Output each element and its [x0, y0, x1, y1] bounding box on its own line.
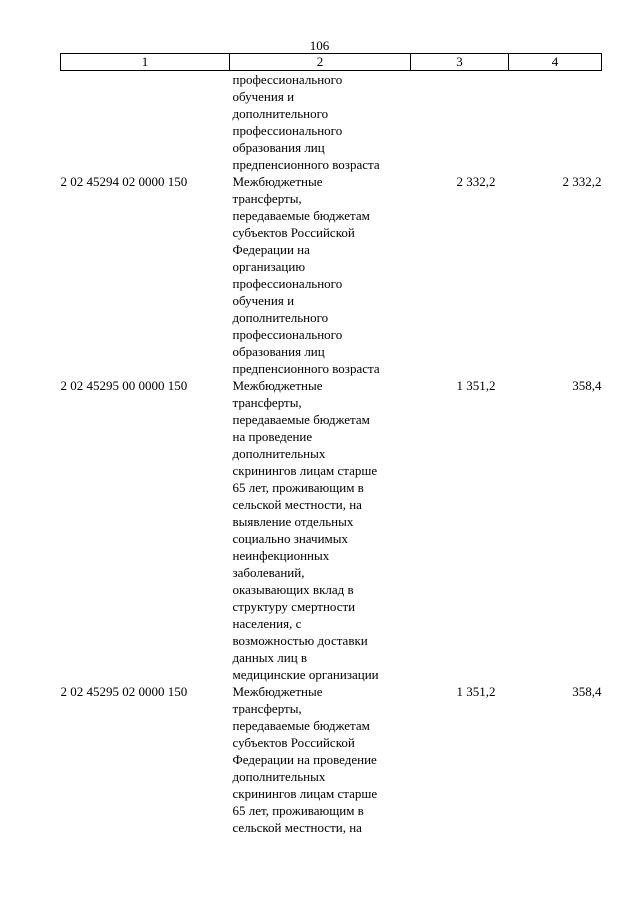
table-row: [61, 683, 602, 836]
description-line: Федерации на проведение: [232, 752, 377, 767]
table-row: [61, 377, 602, 683]
budget-table: [60, 53, 602, 836]
description-cell: [230, 377, 411, 683]
description-line: трансферты,: [232, 395, 302, 410]
description-line: передаваемые бюджетам: [232, 412, 370, 427]
description-line: медицинские организации: [232, 667, 379, 682]
description-cell: [230, 71, 411, 174]
code-cell: 2 02 45294 02 0000 150: [60, 174, 188, 189]
description-line: данных лиц в: [232, 650, 308, 665]
description-line: образования лиц: [232, 140, 325, 155]
description-line: выявление отдельных: [232, 514, 354, 529]
page-number: 106: [309, 38, 330, 53]
description-line: субъектов Российской: [232, 225, 355, 240]
description-line: образования лиц: [232, 344, 325, 359]
description-line: передаваемые бюджетам: [232, 208, 370, 223]
description-line: скринингов лицам старше: [232, 463, 378, 478]
description-line: трансферты,: [232, 191, 302, 206]
col4-cell: 358,4: [572, 684, 602, 699]
description-line: неинфекционных: [232, 548, 330, 563]
header-col-1: 1: [61, 54, 230, 71]
table-row: [61, 173, 602, 377]
description-cell: [230, 683, 411, 836]
description-line: трансферты,: [232, 701, 302, 716]
description-line: заболеваний,: [232, 565, 305, 580]
col3-cell: [411, 71, 509, 174]
description-line: профессионального: [232, 327, 343, 342]
description-line: сельской местности, на: [232, 820, 362, 835]
header-col-3: 3: [411, 54, 509, 71]
description-line: дополнительного: [232, 106, 329, 121]
col3-cell: 2 332,2: [456, 174, 496, 189]
col3-cell: 1 351,2: [456, 378, 496, 393]
description-line: обучения и: [232, 293, 295, 308]
description-line: предпенсионного возраста: [232, 157, 380, 172]
col4-cell: 2 332,2: [562, 174, 602, 189]
description-line: дополнительных: [232, 769, 326, 784]
col4-cell: 358,4: [572, 378, 602, 393]
description-line: возможностью доставки: [232, 633, 368, 648]
description-line: оказывающих вклад в: [232, 582, 354, 597]
description-line: скринингов лицам старше: [232, 786, 378, 801]
description-line: Федерации на: [232, 242, 310, 257]
description-line: субъектов Российской: [232, 735, 355, 750]
description-line: профессионального: [232, 72, 343, 87]
description-line: 65 лет, проживающим в: [232, 480, 364, 495]
description-line: Межбюджетные: [232, 378, 323, 393]
col4-cell: [509, 71, 602, 174]
description-line: Межбюджетные: [232, 174, 323, 189]
description-line: социально значимых: [232, 531, 348, 546]
header-row: [61, 54, 602, 71]
description-line: передаваемые бюджетам: [232, 718, 370, 733]
description-line: обучения и: [232, 89, 295, 104]
code-cell: [61, 71, 230, 174]
description-line: населения, с: [232, 616, 302, 631]
header-col-4: 4: [509, 54, 602, 71]
description-line: дополнительных: [232, 446, 326, 461]
description-line: на проведение: [232, 429, 313, 444]
header-col-2: 2: [230, 54, 411, 71]
description-line: организацию: [232, 259, 306, 274]
code-cell: 2 02 45295 00 0000 150: [60, 378, 188, 393]
description-line: профессионального: [232, 276, 343, 291]
code-cell: 2 02 45295 02 0000 150: [60, 684, 188, 699]
budget-table-container: [60, 53, 601, 836]
description-line: структуру смертности: [232, 599, 356, 614]
description-line: сельской местности, на: [232, 497, 362, 512]
description-line: Межбюджетные: [232, 684, 323, 699]
description-line: предпенсионного возраста: [232, 361, 380, 376]
description-cell: [230, 173, 411, 377]
table-row-continuation: [61, 71, 602, 174]
description-line: профессионального: [232, 123, 343, 138]
col3-cell: 1 351,2: [456, 684, 496, 699]
description-line: дополнительного: [232, 310, 329, 325]
description-line: 65 лет, проживающим в: [232, 803, 364, 818]
